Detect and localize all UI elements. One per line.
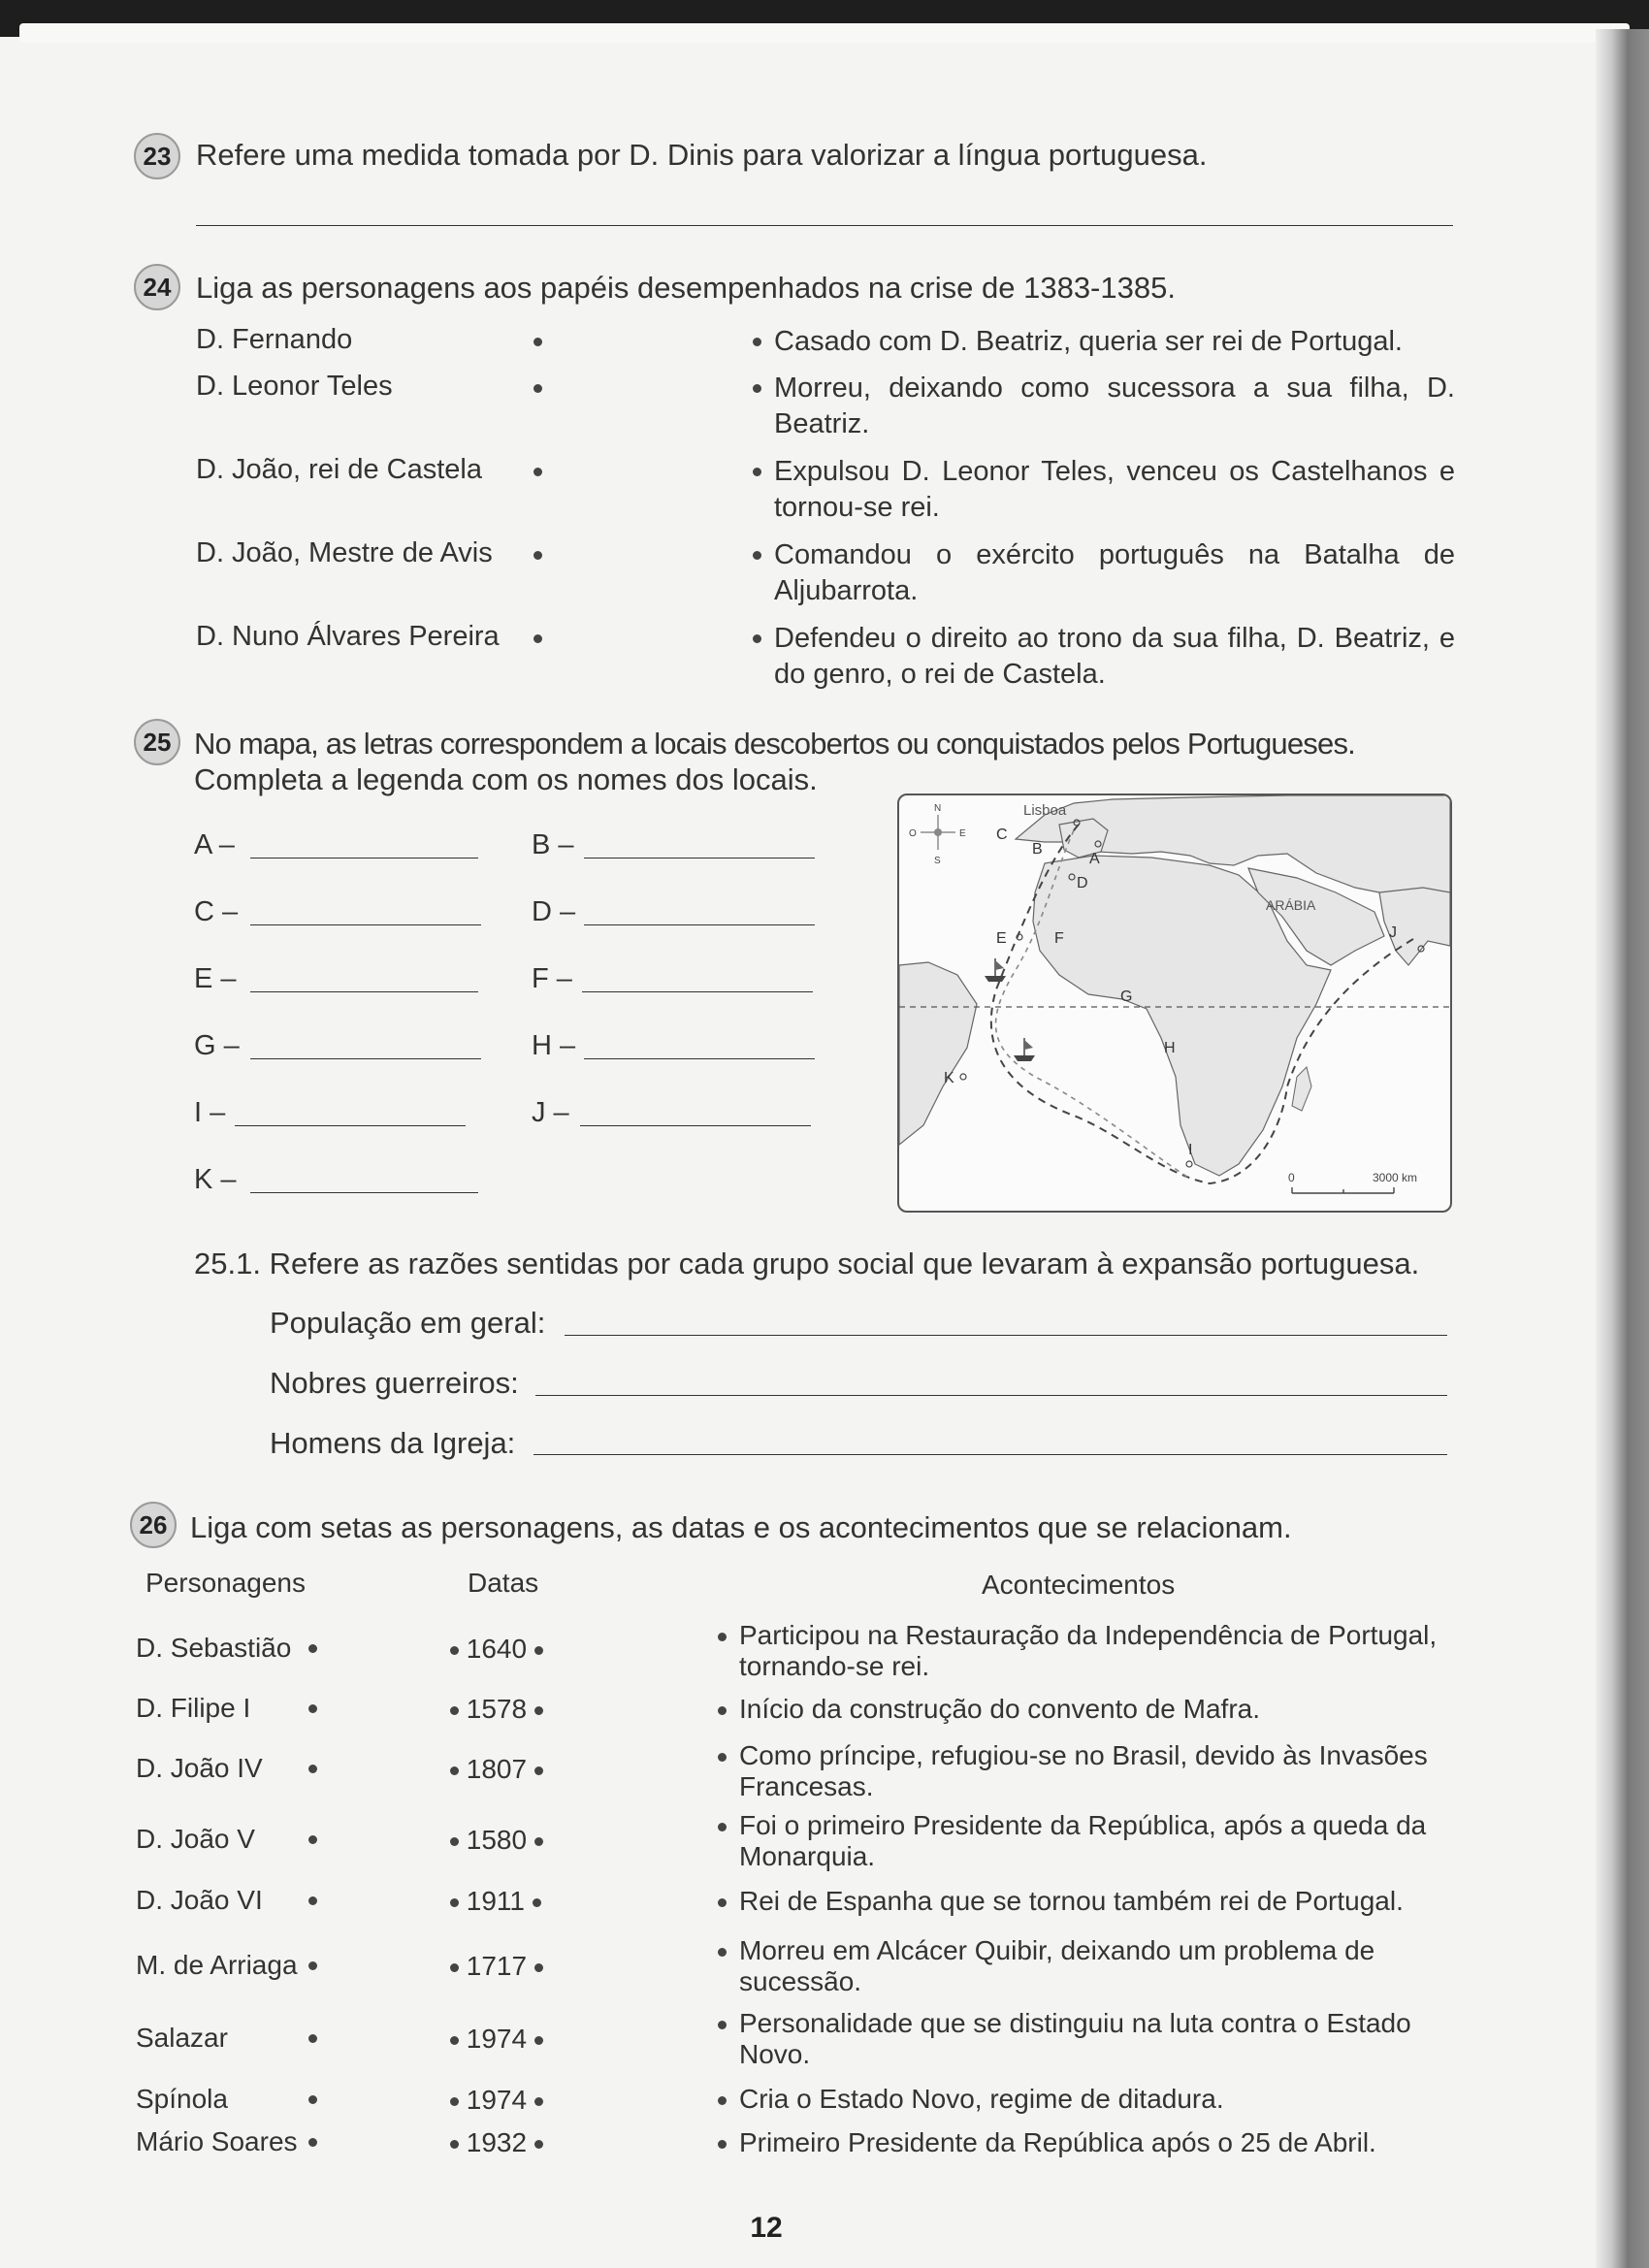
- person-label: D. Fernando: [196, 324, 353, 355]
- role-text: Defendeu o direito ao trono da sua filha, D. Beatriz, e do genro, o rei de Castela.: [774, 623, 1455, 690]
- answer-line[interactable]: [250, 924, 481, 925]
- event-item: [718, 2084, 1455, 2115]
- person-label: D. Filipe I: [136, 1693, 251, 1723]
- connector-dot[interactable]: [534, 2140, 543, 2149]
- date-item: [450, 1886, 541, 1917]
- date-item: [450, 2085, 543, 2116]
- connector-dot[interactable]: [450, 1766, 459, 1775]
- compass-e: E: [959, 828, 966, 839]
- connector-dot[interactable]: [718, 1633, 727, 1641]
- legend-letter: D –: [532, 896, 576, 927]
- sub-question-number: 25.1.: [194, 1247, 261, 1280]
- compass-rose: [909, 803, 966, 866]
- person-label: D. Leonor Teles: [196, 371, 393, 402]
- label-i: I: [1188, 1142, 1193, 1158]
- label-c: C: [996, 826, 1008, 843]
- person-label: D. João, rei de Castela: [196, 454, 482, 485]
- connector-dot[interactable]: [534, 1963, 543, 1972]
- connector-dot[interactable]: [753, 384, 761, 393]
- answer-line[interactable]: [250, 858, 478, 859]
- date-item: [450, 1694, 543, 1725]
- question-number-badge: [130, 1502, 177, 1548]
- page-top-edge: [19, 23, 1630, 43]
- person-label: D. João V: [136, 1824, 255, 1854]
- connector-dot[interactable]: [718, 2021, 727, 2029]
- event-item: [718, 1620, 1455, 1682]
- connector-dot[interactable]: [753, 468, 761, 476]
- location-marker: [1186, 1161, 1192, 1167]
- connector-dot[interactable]: [308, 1896, 317, 1905]
- connector-dot[interactable]: [718, 1706, 727, 1715]
- column-header-dates: Datas: [468, 1568, 539, 1598]
- connector-dot[interactable]: [308, 1765, 317, 1773]
- column-header-events: Acontecimentos: [982, 1570, 1176, 1600]
- answer-line[interactable]: [534, 1454, 1447, 1455]
- label-b: B: [1032, 841, 1043, 858]
- connector-dot[interactable]: [534, 1706, 543, 1715]
- event-item: [718, 2127, 1455, 2158]
- event-item: [718, 1810, 1455, 1872]
- event-text: Personalidade que se distinguiu na luta contra o Estado Novo.: [739, 2008, 1411, 2069]
- event-item: [718, 1935, 1455, 1997]
- date-value: 1932: [466, 2127, 528, 2157]
- role-item: [753, 454, 1455, 526]
- connector-dot[interactable]: [450, 2140, 459, 2149]
- scale-start: 0: [1288, 1171, 1295, 1184]
- group-label: População em geral:: [270, 1306, 546, 1340]
- legend-letter: H –: [532, 1030, 576, 1061]
- connector-dot[interactable]: [534, 1837, 543, 1846]
- question-number-badge: [134, 264, 180, 310]
- person-label: D. João VI: [136, 1885, 263, 1915]
- date-value: 1580: [466, 1825, 528, 1855]
- date-value: 1578: [466, 1694, 528, 1724]
- event-item: [718, 1694, 1455, 1725]
- south-america-landmass: [899, 962, 977, 1145]
- role-text: Comandou o exército português na Batalha de Aljubarrota.: [774, 539, 1455, 606]
- date-value: 1974: [466, 2024, 528, 2054]
- legend-letter: C –: [194, 896, 239, 927]
- event-item: [718, 1740, 1455, 1802]
- legend-letter: I –: [194, 1097, 226, 1128]
- answer-line[interactable]: [582, 991, 813, 992]
- iberia-landmass: [1059, 819, 1108, 858]
- date-value: 1640: [466, 1634, 528, 1664]
- event-item: [718, 2008, 1455, 2070]
- group-label: Nobres guerreiros:: [270, 1366, 519, 1400]
- connector-dot[interactable]: [308, 1961, 317, 1970]
- label-arabia: ARÁBIA: [1266, 897, 1316, 913]
- connector-dot[interactable]: [533, 1898, 541, 1907]
- question-24-text: Liga as personagens aos papéis desempenhados na crise de 1383-1385.: [196, 271, 1176, 305]
- legend-letter: A –: [194, 829, 235, 860]
- connector-dot[interactable]: [718, 1898, 727, 1907]
- connector-dot[interactable]: [534, 1766, 543, 1775]
- label-j: J: [1389, 924, 1397, 941]
- sub-question-text: Refere as razões sentidas por cada grupo social que levaram à expansão portuguesa.: [269, 1247, 1420, 1280]
- event-text: Início da construção do convento de Mafra.: [739, 1694, 1260, 1724]
- date-item: [450, 2024, 543, 2055]
- connector-dot[interactable]: [534, 2097, 543, 2106]
- connector-dot[interactable]: [534, 634, 542, 643]
- label-h: H: [1164, 1040, 1176, 1056]
- question-number: 24: [143, 272, 172, 302]
- answer-line[interactable]: [584, 1058, 815, 1059]
- date-item: [450, 1951, 543, 1982]
- madagascar-landmass: [1292, 1067, 1311, 1111]
- event-text: Morreu em Alcácer Quibir, deixando um problema de sucessão.: [739, 1935, 1375, 1996]
- question-26-text: Liga com setas as personagens, as datas e os acontecimentos que se relacionam.: [190, 1510, 1292, 1544]
- connector-dot[interactable]: [718, 1823, 727, 1831]
- legend-letter: E –: [194, 963, 237, 994]
- label-e: E: [996, 930, 1007, 947]
- question-23-text: Refere uma medida tomada por D. Dinis para valorizar a língua portuguesa.: [196, 138, 1208, 172]
- answer-line[interactable]: [580, 1125, 811, 1126]
- legend-letter: K –: [194, 1164, 237, 1195]
- person-label: D. João IV: [136, 1753, 263, 1783]
- legend-letter: B –: [532, 829, 574, 860]
- connector-dot[interactable]: [308, 1835, 317, 1844]
- connector-dot[interactable]: [718, 1948, 727, 1957]
- person-label: D. Sebastião: [136, 1633, 292, 1663]
- date-item: [450, 1634, 543, 1665]
- label-lisboa: Lisboa: [1023, 802, 1067, 819]
- connector-dot[interactable]: [308, 1704, 317, 1713]
- date-item: [450, 2127, 543, 2158]
- label-k: K: [944, 1070, 954, 1086]
- role-text: Casado com D. Beatriz, queria ser rei de Portugal.: [774, 326, 1403, 357]
- date-value: 1974: [466, 2085, 528, 2115]
- date-item: [450, 1754, 543, 1785]
- connector-dot[interactable]: [450, 1646, 459, 1655]
- role-item: [753, 371, 1455, 442]
- person-label: D. Nuno Álvares Pereira: [196, 621, 500, 652]
- answer-line[interactable]: [584, 924, 815, 925]
- question-25-text: No mapa, as letras correspondem a locais descobertos ou conquistados pelos Portugueses.: [194, 727, 1355, 761]
- role-item: [753, 621, 1455, 693]
- question-25-subtext: Completa a legenda com os nomes dos locais.: [194, 762, 818, 796]
- connector-dot[interactable]: [718, 1753, 727, 1762]
- event-text: Primeiro Presidente da República após o 25 de Abril.: [739, 2127, 1376, 2157]
- answer-line[interactable]: [565, 1335, 1447, 1336]
- discoveries-map: [897, 794, 1452, 1213]
- label-a: A: [1089, 851, 1100, 867]
- person-label: Spínola: [136, 2084, 228, 2114]
- scale-end: 3000 km: [1373, 1171, 1418, 1184]
- date-value: 1717: [466, 1951, 528, 1981]
- map-drawing: [899, 795, 1450, 1211]
- answer-line[interactable]: [584, 858, 815, 859]
- page-number: 12: [750, 2212, 783, 2244]
- person-label: Mário Soares: [136, 2126, 298, 2156]
- compass-o: O: [909, 828, 917, 839]
- connector-dot[interactable]: [753, 634, 761, 643]
- connector-dot[interactable]: [534, 2036, 543, 2045]
- connector-dot[interactable]: [718, 2096, 727, 2105]
- event-text: Participou na Restauração da Independência de Portugal, tornando-se rei.: [739, 1620, 1438, 1681]
- caravel-ship: [1014, 1038, 1035, 1061]
- answer-line[interactable]: [535, 1395, 1447, 1396]
- connector-dot[interactable]: [308, 2095, 317, 2104]
- legend-letter: G –: [194, 1030, 240, 1061]
- connector-dot[interactable]: [450, 2097, 459, 2106]
- answer-line[interactable]: [250, 1192, 478, 1193]
- connector-dot[interactable]: [534, 384, 542, 393]
- connector-dot[interactable]: [308, 1644, 317, 1653]
- connector-dot[interactable]: [450, 1837, 459, 1846]
- event-item: [718, 1886, 1455, 1917]
- date-item: [450, 1825, 543, 1856]
- event-text: Rei de Espanha que se tornou também rei de Portugal.: [739, 1886, 1404, 1916]
- event-text: Foi o primeiro Presidente da República, após a queda da Monarquia.: [739, 1810, 1427, 1871]
- question-number-badge: [134, 719, 180, 765]
- connector-dot[interactable]: [753, 338, 761, 346]
- connector-dot[interactable]: [753, 551, 761, 560]
- location-marker: [960, 1074, 966, 1080]
- connector-dot[interactable]: [450, 1898, 459, 1907]
- answer-line[interactable]: [250, 1058, 481, 1059]
- role-text: Expulsou D. Leonor Teles, venceu os Castelhanos e tornou-se rei.: [774, 456, 1455, 523]
- connector-dot[interactable]: [534, 551, 542, 560]
- connector-dot[interactable]: [308, 2138, 317, 2147]
- connector-dot[interactable]: [308, 2034, 317, 2043]
- role-item: [753, 537, 1455, 609]
- label-f: F: [1054, 930, 1064, 947]
- connector-dot[interactable]: [534, 468, 542, 476]
- role-item: [753, 324, 1455, 360]
- connector-dot[interactable]: [450, 1706, 459, 1715]
- book-binding-shadow: [1596, 29, 1649, 2268]
- label-d: D: [1077, 875, 1088, 891]
- event-text: Como príncipe, refugiou-se no Brasil, devido às Invasões Francesas.: [739, 1740, 1428, 1801]
- question-number: 25: [143, 727, 172, 757]
- person-label: D. João, Mestre de Avis: [196, 537, 493, 568]
- legend-letter: J –: [532, 1097, 569, 1128]
- connector-dot[interactable]: [534, 338, 542, 346]
- column-header-people: Personagens: [146, 1568, 307, 1598]
- label-g: G: [1120, 988, 1133, 1005]
- connector-dot[interactable]: [450, 1963, 459, 1972]
- connector-dot[interactable]: [718, 2140, 727, 2149]
- role-text: Morreu, deixando como sucessora a sua filha, D. Beatriz.: [774, 373, 1455, 439]
- answer-line[interactable]: [250, 991, 478, 992]
- caravel-ship: [985, 958, 1006, 982]
- connector-dot[interactable]: [450, 2036, 459, 2045]
- compass-n: N: [934, 803, 942, 814]
- legend-letter: F –: [532, 963, 572, 994]
- date-value: 1911: [466, 1886, 525, 1916]
- event-text: Cria o Estado Novo, regime de ditadura.: [739, 2084, 1224, 2114]
- compass-s: S: [934, 856, 941, 866]
- person-label: M. de Arriaga: [136, 1950, 298, 1980]
- sub-question-25-1: [194, 1247, 1419, 1281]
- date-value: 1807: [466, 1754, 528, 1784]
- question-number-badge: [134, 133, 180, 179]
- group-label: Homens da Igreja:: [270, 1426, 516, 1460]
- answer-line[interactable]: [235, 1125, 466, 1126]
- question-number: 26: [139, 1509, 168, 1539]
- person-label: Salazar: [136, 2023, 228, 2053]
- question-number: 23: [143, 141, 172, 171]
- answer-line[interactable]: [196, 225, 1453, 226]
- connector-dot[interactable]: [534, 1646, 543, 1655]
